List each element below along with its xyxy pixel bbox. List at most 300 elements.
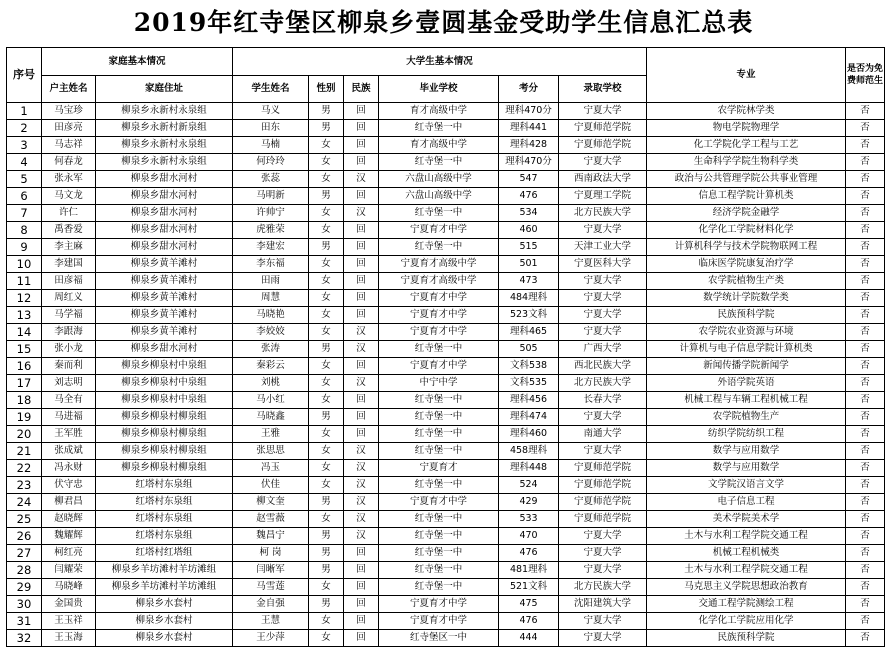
cell-school: 红寺堡一中 <box>379 477 499 494</box>
cell-college: 北方民族大学 <box>559 375 647 392</box>
cell-major: 土木与水利工程学院交通工程 <box>647 528 846 545</box>
cell-major: 电子信息工程 <box>647 494 846 511</box>
table-row <box>7 205 885 222</box>
cell-household-head: 王军胜 <box>42 426 96 443</box>
cell-college: 宁夏大学 <box>559 222 647 239</box>
cell-gender: 男 <box>309 596 344 613</box>
cell-college: 长春大学 <box>559 392 647 409</box>
cell-gender: 女 <box>309 171 344 188</box>
cell-seq: 28 <box>7 562 42 579</box>
cell-student-name: 马义 <box>233 103 309 120</box>
table-row <box>7 596 885 613</box>
header-score: 考分 <box>499 76 559 103</box>
cell-major: 文学院汉语言文学 <box>647 477 846 494</box>
cell-score: 460 <box>499 222 559 239</box>
cell-school: 宁夏育才中学 <box>379 494 499 511</box>
cell-gender: 女 <box>309 443 344 460</box>
header-college: 录取学校 <box>559 76 647 103</box>
cell-major: 新闻传播学院新闻学 <box>647 358 846 375</box>
cell-ethnicity: 回 <box>344 239 379 256</box>
cell-free-teacher: 否 <box>846 307 885 324</box>
cell-free-teacher: 否 <box>846 545 885 562</box>
cell-score: 505 <box>499 341 559 358</box>
cell-student-name: 张涛 <box>233 341 309 358</box>
cell-gender: 女 <box>309 205 344 222</box>
cell-gender: 女 <box>309 426 344 443</box>
cell-free-teacher: 否 <box>846 630 885 647</box>
cell-student-name: 张思思 <box>233 443 309 460</box>
cell-household-head: 闫耀荣 <box>42 562 96 579</box>
cell-school: 红寺堡一中 <box>379 154 499 171</box>
cell-gender: 男 <box>309 188 344 205</box>
table-row <box>7 290 885 307</box>
cell-seq: 31 <box>7 613 42 630</box>
cell-seq: 25 <box>7 511 42 528</box>
cell-free-teacher: 否 <box>846 528 885 545</box>
cell-student-name: 马晓艳 <box>233 307 309 324</box>
cell-gender: 女 <box>309 290 344 307</box>
cell-college: 宁夏大学 <box>559 409 647 426</box>
cell-major: 纺织学院纺织工程 <box>647 426 846 443</box>
cell-student-name: 马明新 <box>233 188 309 205</box>
cell-school: 红寺堡一中 <box>379 545 499 562</box>
cell-ethnicity: 回 <box>344 137 379 154</box>
cell-major: 外语学院英语 <box>647 375 846 392</box>
cell-major: 机械工程与车辆工程机械工程 <box>647 392 846 409</box>
cell-college: 宁夏大学 <box>559 630 647 647</box>
cell-free-teacher: 否 <box>846 358 885 375</box>
cell-major: 政治与公共管理学院公共事业管理 <box>647 171 846 188</box>
cell-seq: 4 <box>7 154 42 171</box>
cell-school: 红寺堡一中 <box>379 579 499 596</box>
cell-ethnicity: 回 <box>344 562 379 579</box>
cell-school: 红寺堡一中 <box>379 341 499 358</box>
table-row <box>7 579 885 596</box>
cell-student-name: 马小红 <box>233 392 309 409</box>
cell-household-head: 伏守忠 <box>42 477 96 494</box>
cell-college: 宁夏大学 <box>559 562 647 579</box>
cell-student-name: 李东福 <box>233 256 309 273</box>
cell-major: 土木与水利工程学院交通工程 <box>647 562 846 579</box>
cell-seq: 11 <box>7 273 42 290</box>
cell-free-teacher: 否 <box>846 375 885 392</box>
cell-free-teacher: 否 <box>846 205 885 222</box>
cell-school: 六盘山高级中学 <box>379 188 499 205</box>
cell-score: 475 <box>499 596 559 613</box>
cell-school: 育才高级中学 <box>379 103 499 120</box>
cell-address: 红塔村东泉组 <box>96 511 233 528</box>
cell-student-name: 王少萍 <box>233 630 309 647</box>
cell-major: 信息工程学院计算机类 <box>647 188 846 205</box>
cell-household-head: 李主麻 <box>42 239 96 256</box>
cell-gender: 男 <box>309 562 344 579</box>
cell-student-name: 周慧 <box>233 290 309 307</box>
header-student-group: 大学生基本情况 <box>233 48 647 76</box>
cell-address: 柳泉乡柳泉村中泉组 <box>96 392 233 409</box>
cell-household-head: 许仁 <box>42 205 96 222</box>
cell-free-teacher: 否 <box>846 392 885 409</box>
cell-free-teacher: 否 <box>846 120 885 137</box>
cell-college: 沈阳建筑大学 <box>559 596 647 613</box>
cell-household-head: 马文龙 <box>42 188 96 205</box>
cell-school: 宁夏育才高级中学 <box>379 256 499 273</box>
cell-student-name: 金自强 <box>233 596 309 613</box>
header-free-teacher: 是否为免费师范生 <box>846 48 885 103</box>
cell-ethnicity: 回 <box>344 358 379 375</box>
cell-score: 547 <box>499 171 559 188</box>
cell-address: 柳泉乡柳泉村柳泉组 <box>96 426 233 443</box>
cell-address: 红塔村东泉组 <box>96 494 233 511</box>
table-row <box>7 188 885 205</box>
cell-score: 476 <box>499 545 559 562</box>
cell-score: 444 <box>499 630 559 647</box>
cell-address: 柳泉乡永新村新泉组 <box>96 120 233 137</box>
table-row <box>7 477 885 494</box>
cell-score: 481理科 <box>499 562 559 579</box>
cell-school: 宁夏育才中学 <box>379 222 499 239</box>
cell-ethnicity: 回 <box>344 273 379 290</box>
cell-student-name: 李建宏 <box>233 239 309 256</box>
cell-score: 理科441 <box>499 120 559 137</box>
cell-student-name: 马晓鑫 <box>233 409 309 426</box>
cell-seq: 30 <box>7 596 42 613</box>
table-row <box>7 341 885 358</box>
cell-address: 柳泉乡黄羊滩村 <box>96 307 233 324</box>
table-row <box>7 222 885 239</box>
cell-major: 数学统计学院数学类 <box>647 290 846 307</box>
cell-ethnicity: 回 <box>344 188 379 205</box>
cell-college: 南通大学 <box>559 426 647 443</box>
cell-gender: 女 <box>309 256 344 273</box>
cell-major: 临床医学院康复治疗学 <box>647 256 846 273</box>
cell-student-name: 刘桃 <box>233 375 309 392</box>
cell-major: 化学化工学院应用化学 <box>647 613 846 630</box>
cell-student-name: 许帅宁 <box>233 205 309 222</box>
cell-address: 柳泉乡黄羊滩村 <box>96 273 233 290</box>
cell-college: 宁夏师范学院 <box>559 120 647 137</box>
cell-major: 民族预科学院 <box>647 630 846 647</box>
cell-score: 理科465 <box>499 324 559 341</box>
cell-free-teacher: 否 <box>846 188 885 205</box>
cell-free-teacher: 否 <box>846 290 885 307</box>
cell-college: 宁夏大学 <box>559 528 647 545</box>
cell-student-name: 王雅 <box>233 426 309 443</box>
cell-college: 宁夏理工学院 <box>559 188 647 205</box>
cell-school: 红寺堡一中 <box>379 120 499 137</box>
cell-gender: 女 <box>309 460 344 477</box>
cell-household-head: 王玉祥 <box>42 613 96 630</box>
cell-seq: 24 <box>7 494 42 511</box>
cell-school: 宁夏育才高级中学 <box>379 273 499 290</box>
cell-student-name: 柯 岗 <box>233 545 309 562</box>
cell-seq: 23 <box>7 477 42 494</box>
cell-student-name: 秦彩云 <box>233 358 309 375</box>
cell-student-name: 伏佳 <box>233 477 309 494</box>
cell-gender: 男 <box>309 409 344 426</box>
cell-free-teacher: 否 <box>846 324 885 341</box>
cell-major: 交通工程学院测绘工程 <box>647 596 846 613</box>
cell-seq: 12 <box>7 290 42 307</box>
cell-gender: 女 <box>309 324 344 341</box>
cell-student-name: 张蕊 <box>233 171 309 188</box>
cell-ethnicity: 汉 <box>344 528 379 545</box>
cell-seq: 1 <box>7 103 42 120</box>
cell-seq: 8 <box>7 222 42 239</box>
cell-address: 红塔村东泉组 <box>96 477 233 494</box>
cell-gender: 男 <box>309 545 344 562</box>
cell-free-teacher: 否 <box>846 511 885 528</box>
cell-major: 农学院林学类 <box>647 103 846 120</box>
table-row <box>7 630 885 647</box>
cell-ethnicity: 回 <box>344 545 379 562</box>
cell-ethnicity: 汉 <box>344 494 379 511</box>
cell-score: 473 <box>499 273 559 290</box>
cell-school: 六盘山高级中学 <box>379 171 499 188</box>
cell-student-name: 王慧 <box>233 613 309 630</box>
cell-college: 宁夏大学 <box>559 290 647 307</box>
cell-major: 马克思主义学院思想政治教育 <box>647 579 846 596</box>
header-family-group: 家庭基本情况 <box>42 48 233 76</box>
cell-score: 523文科 <box>499 307 559 324</box>
cell-free-teacher: 否 <box>846 613 885 630</box>
cell-gender: 男 <box>309 239 344 256</box>
cell-free-teacher: 否 <box>846 103 885 120</box>
cell-ethnicity: 汉 <box>344 205 379 222</box>
cell-major: 化学化工学院材料化学 <box>647 222 846 239</box>
cell-gender: 男 <box>309 120 344 137</box>
cell-household-head: 周红义 <box>42 290 96 307</box>
cell-ethnicity: 汉 <box>344 477 379 494</box>
cell-score: 515 <box>499 239 559 256</box>
cell-household-head: 张成斌 <box>42 443 96 460</box>
table-row <box>7 120 885 137</box>
cell-household-head: 王玉海 <box>42 630 96 647</box>
cell-address: 柳泉乡黄羊滩村 <box>96 290 233 307</box>
cell-college: 北方民族大学 <box>559 579 647 596</box>
cell-address: 柳泉乡柳泉村中泉组 <box>96 358 233 375</box>
cell-address: 柳泉乡甜水河村 <box>96 171 233 188</box>
cell-gender: 女 <box>309 613 344 630</box>
cell-college: 北方民族大学 <box>559 205 647 222</box>
cell-household-head: 李跟海 <box>42 324 96 341</box>
cell-household-head: 金国贵 <box>42 596 96 613</box>
cell-ethnicity: 汉 <box>344 443 379 460</box>
cell-address: 柳泉乡羊坊滩村羊坊滩组 <box>96 562 233 579</box>
cell-free-teacher: 否 <box>846 477 885 494</box>
cell-free-teacher: 否 <box>846 137 885 154</box>
table-row <box>7 324 885 341</box>
cell-score: 533 <box>499 511 559 528</box>
cell-college: 宁夏大学 <box>559 273 647 290</box>
cell-ethnicity: 汉 <box>344 511 379 528</box>
cell-ethnicity: 汉 <box>344 171 379 188</box>
cell-ethnicity: 回 <box>344 103 379 120</box>
cell-gender: 女 <box>309 511 344 528</box>
cell-address: 柳泉乡永新村永泉组 <box>96 137 233 154</box>
header-school: 毕业学校 <box>379 76 499 103</box>
cell-school: 红寺堡区一中 <box>379 630 499 647</box>
cell-address: 柳泉乡黄羊滩村 <box>96 324 233 341</box>
cell-ethnicity: 回 <box>344 613 379 630</box>
table-row <box>7 511 885 528</box>
cell-school: 红寺堡一中 <box>379 443 499 460</box>
cell-score: 470 <box>499 528 559 545</box>
cell-address: 柳泉乡柳泉村柳泉组 <box>96 443 233 460</box>
table-row <box>7 494 885 511</box>
cell-school: 育才高级中学 <box>379 137 499 154</box>
table-row <box>7 154 885 171</box>
cell-free-teacher: 否 <box>846 494 885 511</box>
cell-free-teacher: 否 <box>846 426 885 443</box>
cell-major: 农学院植物生产类 <box>647 273 846 290</box>
cell-address: 柳泉乡永新村永泉组 <box>96 154 233 171</box>
cell-college: 天津工业大学 <box>559 239 647 256</box>
cell-major: 计算机与电子信息学院计算机类 <box>647 341 846 358</box>
table-row <box>7 256 885 273</box>
cell-seq: 3 <box>7 137 42 154</box>
cell-household-head: 柯红亮 <box>42 545 96 562</box>
cell-score: 理科460 <box>499 426 559 443</box>
cell-ethnicity: 回 <box>344 596 379 613</box>
cell-major: 化工学院化学工程与工艺 <box>647 137 846 154</box>
cell-score: 476 <box>499 613 559 630</box>
cell-household-head: 张小龙 <box>42 341 96 358</box>
cell-score: 484理科 <box>499 290 559 307</box>
cell-seq: 32 <box>7 630 42 647</box>
cell-address: 柳泉乡甜水河村 <box>96 341 233 358</box>
cell-address: 柳泉乡甜水河村 <box>96 205 233 222</box>
cell-household-head: 刘志明 <box>42 375 96 392</box>
cell-ethnicity: 汉 <box>344 341 379 358</box>
cell-score: 理科448 <box>499 460 559 477</box>
cell-seq: 29 <box>7 579 42 596</box>
cell-student-name: 闫晰军 <box>233 562 309 579</box>
cell-score: 理科456 <box>499 392 559 409</box>
table-row <box>7 426 885 443</box>
cell-college: 宁夏师范学院 <box>559 494 647 511</box>
cell-major: 数学与应用数学 <box>647 443 846 460</box>
header-seq: 序号 <box>7 48 42 103</box>
cell-college: 宁夏师范学院 <box>559 511 647 528</box>
cell-seq: 20 <box>7 426 42 443</box>
cell-household-head: 柳君昌 <box>42 494 96 511</box>
cell-ethnicity: 回 <box>344 392 379 409</box>
cell-school: 宁夏育才中学 <box>379 307 499 324</box>
cell-school: 红寺堡一中 <box>379 205 499 222</box>
cell-major: 生命科学学院生物科学类 <box>647 154 846 171</box>
cell-address: 柳泉乡柳泉村中泉组 <box>96 375 233 392</box>
cell-seq: 10 <box>7 256 42 273</box>
cell-household-head: 张永军 <box>42 171 96 188</box>
cell-seq: 6 <box>7 188 42 205</box>
cell-household-head: 冯永财 <box>42 460 96 477</box>
student-table <box>6 47 885 647</box>
cell-gender: 男 <box>309 103 344 120</box>
cell-address: 柳泉乡甜水河村 <box>96 239 233 256</box>
cell-score: 534 <box>499 205 559 222</box>
cell-free-teacher: 否 <box>846 154 885 171</box>
cell-school: 红寺堡一中 <box>379 528 499 545</box>
cell-student-name: 赵雪薇 <box>233 511 309 528</box>
cell-household-head: 李建国 <box>42 256 96 273</box>
cell-address: 红塔村红塔组 <box>96 545 233 562</box>
cell-score: 理科474 <box>499 409 559 426</box>
table-row <box>7 137 885 154</box>
cell-ethnicity: 回 <box>344 222 379 239</box>
table-row <box>7 460 885 477</box>
cell-major: 农学院农业资源与环境 <box>647 324 846 341</box>
cell-score: 理科428 <box>499 137 559 154</box>
cell-school: 宁夏育才中学 <box>379 613 499 630</box>
cell-college: 宁夏大学 <box>559 103 647 120</box>
cell-ethnicity: 汉 <box>344 375 379 392</box>
table-row <box>7 528 885 545</box>
cell-free-teacher: 否 <box>846 171 885 188</box>
cell-gender: 女 <box>309 273 344 290</box>
cell-college: 宁夏大学 <box>559 154 647 171</box>
cell-seq: 5 <box>7 171 42 188</box>
cell-seq: 7 <box>7 205 42 222</box>
cell-seq: 18 <box>7 392 42 409</box>
cell-ethnicity: 回 <box>344 426 379 443</box>
cell-free-teacher: 否 <box>846 222 885 239</box>
cell-school: 宁夏育才 <box>379 460 499 477</box>
cell-college: 宁夏大学 <box>559 443 647 460</box>
cell-free-teacher: 否 <box>846 596 885 613</box>
cell-address: 柳泉乡永新村永泉组 <box>96 103 233 120</box>
header-address: 家庭住址 <box>96 76 233 103</box>
cell-college: 宁夏大学 <box>559 307 647 324</box>
cell-free-teacher: 否 <box>846 273 885 290</box>
cell-school: 宁夏育才中学 <box>379 596 499 613</box>
cell-free-teacher: 否 <box>846 579 885 596</box>
cell-gender: 女 <box>309 375 344 392</box>
cell-ethnicity: 汉 <box>344 324 379 341</box>
cell-major: 数学与应用数学 <box>647 460 846 477</box>
cell-address: 柳泉乡黄羊滩村 <box>96 256 233 273</box>
cell-college: 宁夏师范学院 <box>559 477 647 494</box>
cell-school: 红寺堡一中 <box>379 392 499 409</box>
cell-gender: 女 <box>309 579 344 596</box>
cell-seq: 13 <box>7 307 42 324</box>
table-row <box>7 358 885 375</box>
cell-major: 物电学院物理学 <box>647 120 846 137</box>
table-row <box>7 171 885 188</box>
cell-major: 美术学院美术学 <box>647 511 846 528</box>
cell-seq: 2 <box>7 120 42 137</box>
cell-score: 文科535 <box>499 375 559 392</box>
cell-free-teacher: 否 <box>846 239 885 256</box>
cell-major: 经济学院金融学 <box>647 205 846 222</box>
cell-gender: 男 <box>309 528 344 545</box>
cell-score: 521文科 <box>499 579 559 596</box>
cell-address: 柳泉乡水套村 <box>96 613 233 630</box>
cell-school: 红寺堡一中 <box>379 239 499 256</box>
cell-student-name: 马雪莲 <box>233 579 309 596</box>
cell-school: 红寺堡一中 <box>379 426 499 443</box>
cell-major: 计算机科学与技术学院物联网工程 <box>647 239 846 256</box>
cell-seq: 19 <box>7 409 42 426</box>
cell-free-teacher: 否 <box>846 341 885 358</box>
cell-student-name: 柳文奎 <box>233 494 309 511</box>
cell-score: 501 <box>499 256 559 273</box>
table-row <box>7 613 885 630</box>
cell-ethnicity: 回 <box>344 579 379 596</box>
table-body <box>7 103 885 647</box>
cell-free-teacher: 否 <box>846 460 885 477</box>
cell-address: 柳泉乡甜水河村 <box>96 188 233 205</box>
cell-gender: 女 <box>309 137 344 154</box>
